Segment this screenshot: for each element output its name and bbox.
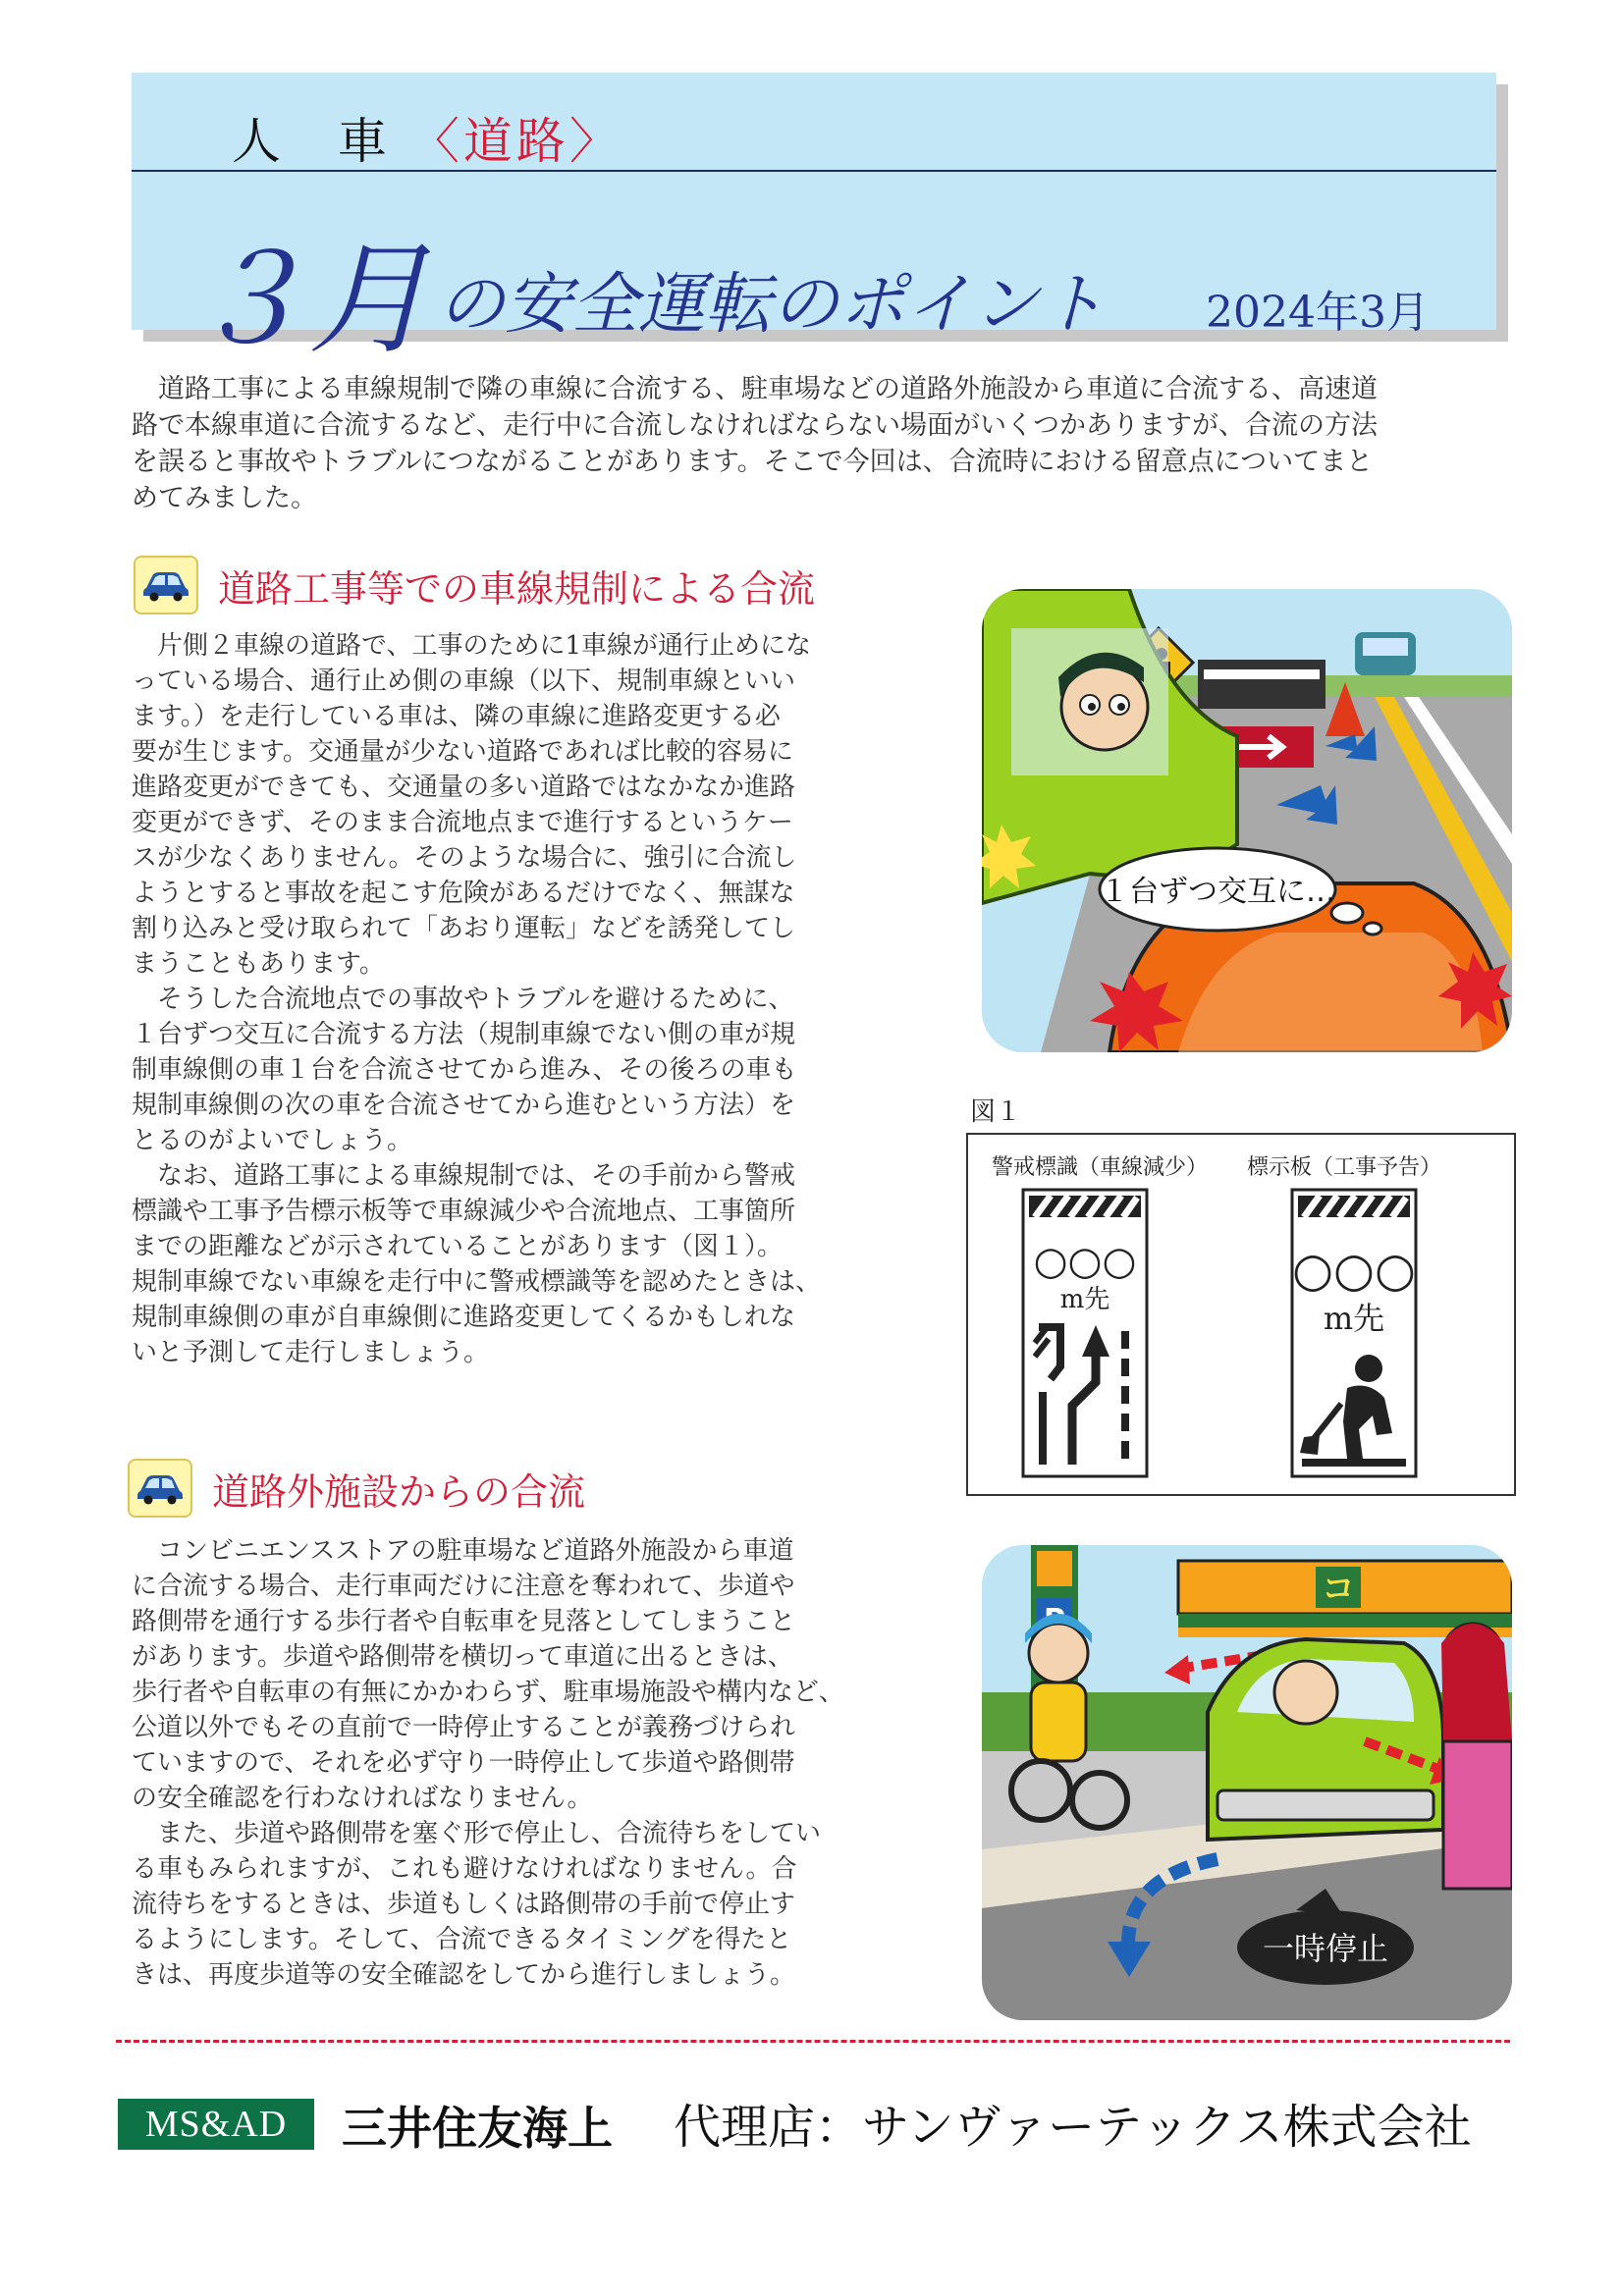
body-line: 標識や工事予告標示板等で車線減少や合流地点、工事箇所 [132,1197,796,1226]
body-line: ていますので、それを必ず守り一時停止して歩道や路側帯 [132,1748,795,1778]
speech-bubble-text: １台ずつ交互に… [1100,875,1335,909]
category-prefix: 人 車 [232,113,391,170]
body-line: 進路変更ができても、交通量の多い道路ではなかなか進路 [132,773,796,802]
body-line: があります。歩道や路側帯を横切って車道に出るときは、 [132,1642,793,1672]
body-line: に合流する場合、走行車両だけに注意を奪われて、歩道や [132,1572,795,1601]
stop-bubble-text: 一時停止 [1262,1930,1389,1967]
body-line: 路側帯を通行する歩行者や自転車を見落としてしまうこと [132,1607,796,1636]
company-name: 三井住友海上 [342,2102,613,2155]
body-line: なお、道路工事による車線規制では、その手前から警戒 [132,1161,796,1191]
sign2-distance: ○○○ [1292,1243,1416,1298]
section2-heading [128,1459,585,1518]
msad-logo: MS&AD [118,2099,314,2150]
worker-icon [1355,1355,1382,1382]
sign1-distance: ○○○ [1033,1239,1137,1284]
section2-body [132,1533,917,1993]
category-line [232,102,622,173]
sign2-unit: m先 [1323,1300,1385,1337]
body-line: そうした合流地点での事故やトラブルを避けるために、 [132,985,794,1014]
body-line: 公道以外でもその直前で一時停止することが義務づけられ [132,1713,796,1742]
body-line: 規制車線側の次の車を合流させてから進むという方法）を [132,1091,796,1120]
body-line: １台ずつ交互に合流する方法（規制車線でない側の車が規 [132,1020,796,1049]
body-line: とるのがよいでしょう。 [132,1126,413,1155]
intro-line: 路で本線車道に合流するなど、走行中に合流しなければならない場面がいくつかありますが、合流の方法 [132,410,1378,441]
body-line: るようにします。そして、合流できるタイミングを得たと [132,1925,792,1954]
figure-label: 図１ [970,1097,1022,1127]
issue-date: 2024年3月 [1206,288,1430,338]
month-title: ３月 [187,230,431,371]
body-line: コンビニエンスストアの駐車場など道路外施設から車道 [132,1536,794,1566]
body-line: る車もみられますが、これも避けなければなりません。合 [132,1854,797,1884]
body-line: 変更ができず、そのまま合流地点まで進行するというケー [132,808,793,837]
body-line: きは、再度歩道等の安全確認をしてから進行しましょう。 [132,1960,796,1990]
body-line: 流待ちをするときは、歩道もしくは路側帯の手前で停止す [132,1890,796,1919]
body-line: まうこともあります。 [132,949,385,979]
body-line: 規制車線でない車線を走行中に警戒標識等を認めたときは、 [132,1267,822,1297]
body-line: また、歩道や路側帯を塞ぐ形で停止し、合流待ちをしてい [132,1819,822,1848]
body-line: いと予測して走行しましょう。 [132,1338,490,1367]
section1-heading [134,556,815,614]
intro-paragraph [132,371,1506,516]
car-icon [134,556,198,614]
section1-body [132,628,917,1370]
page-title: の安全運転のポイント [438,266,1107,344]
sign1-caption: 警戒標識（車線減少） [992,1155,1209,1180]
intro-line: めてみました。 [132,483,317,513]
sign1-unit: m先 [1059,1285,1110,1314]
body-line: までの距離などが示されていることがあります（図１）。 [132,1232,784,1261]
footer-divider [116,2040,1510,2043]
intro-line: 道路工事による車線規制で隣の車線に合流する、駐車場などの道路外施設から車道に合流する、高速道 [132,374,1378,404]
store-sign-text: コ [1322,1570,1355,1609]
section1-title: 道路工事等での車線規制による合流 [218,566,816,611]
body-line: ようとすると事故を起こす危険があるだけでなく、無謀な [132,879,795,908]
body-line: 要が生じます。交通量が少ない道路であれば比較的容易に [132,737,793,767]
parking-exit-illustration [982,1545,1512,2020]
lane-reduction-sign [1021,1188,1149,1478]
body-line: スが少なくありません。そのような場合に、強引に合流し [132,843,797,873]
body-line: 割り込みと受け取られて「あおり運転」などを誘発してし [132,914,796,943]
merge-illustration [982,589,1512,1052]
body-line: の安全確認を行わなければなりません。 [132,1784,593,1813]
section2-title: 道路外施設からの合流 [212,1469,586,1514]
body-line: 歩行者や自転車の有無にかかわらず、駐車場施設や構内など、 [132,1678,844,1707]
body-line: 規制車線側の車が自車線側に進路変更してくるかもしれな [132,1303,796,1332]
body-line: っている場合、通行止め側の車線（以下、規制車線といい [132,667,796,696]
category-label: 〈道路〉 [409,113,622,170]
body-line: 片側２車線の道路で、工事のために1車線が通行止めにな [132,631,812,661]
agency-name: 代理店：サンヴァーテックス株式会社 [674,2100,1472,2155]
body-line: 制車線側の車１台を合流させてから進み、その後ろの車も [132,1055,797,1085]
body-line: ます。）を走行している車は、隣の車線に進路変更する必 [132,702,781,731]
intro-line: を誤ると事故やトラブルにつながることがあります。そこで今回は、合流時における留意点についてまと [132,447,1374,477]
sign2-caption: 標示板（工事予告） [1247,1155,1442,1180]
car-icon [128,1459,192,1518]
construction-notice-sign [1290,1188,1418,1478]
